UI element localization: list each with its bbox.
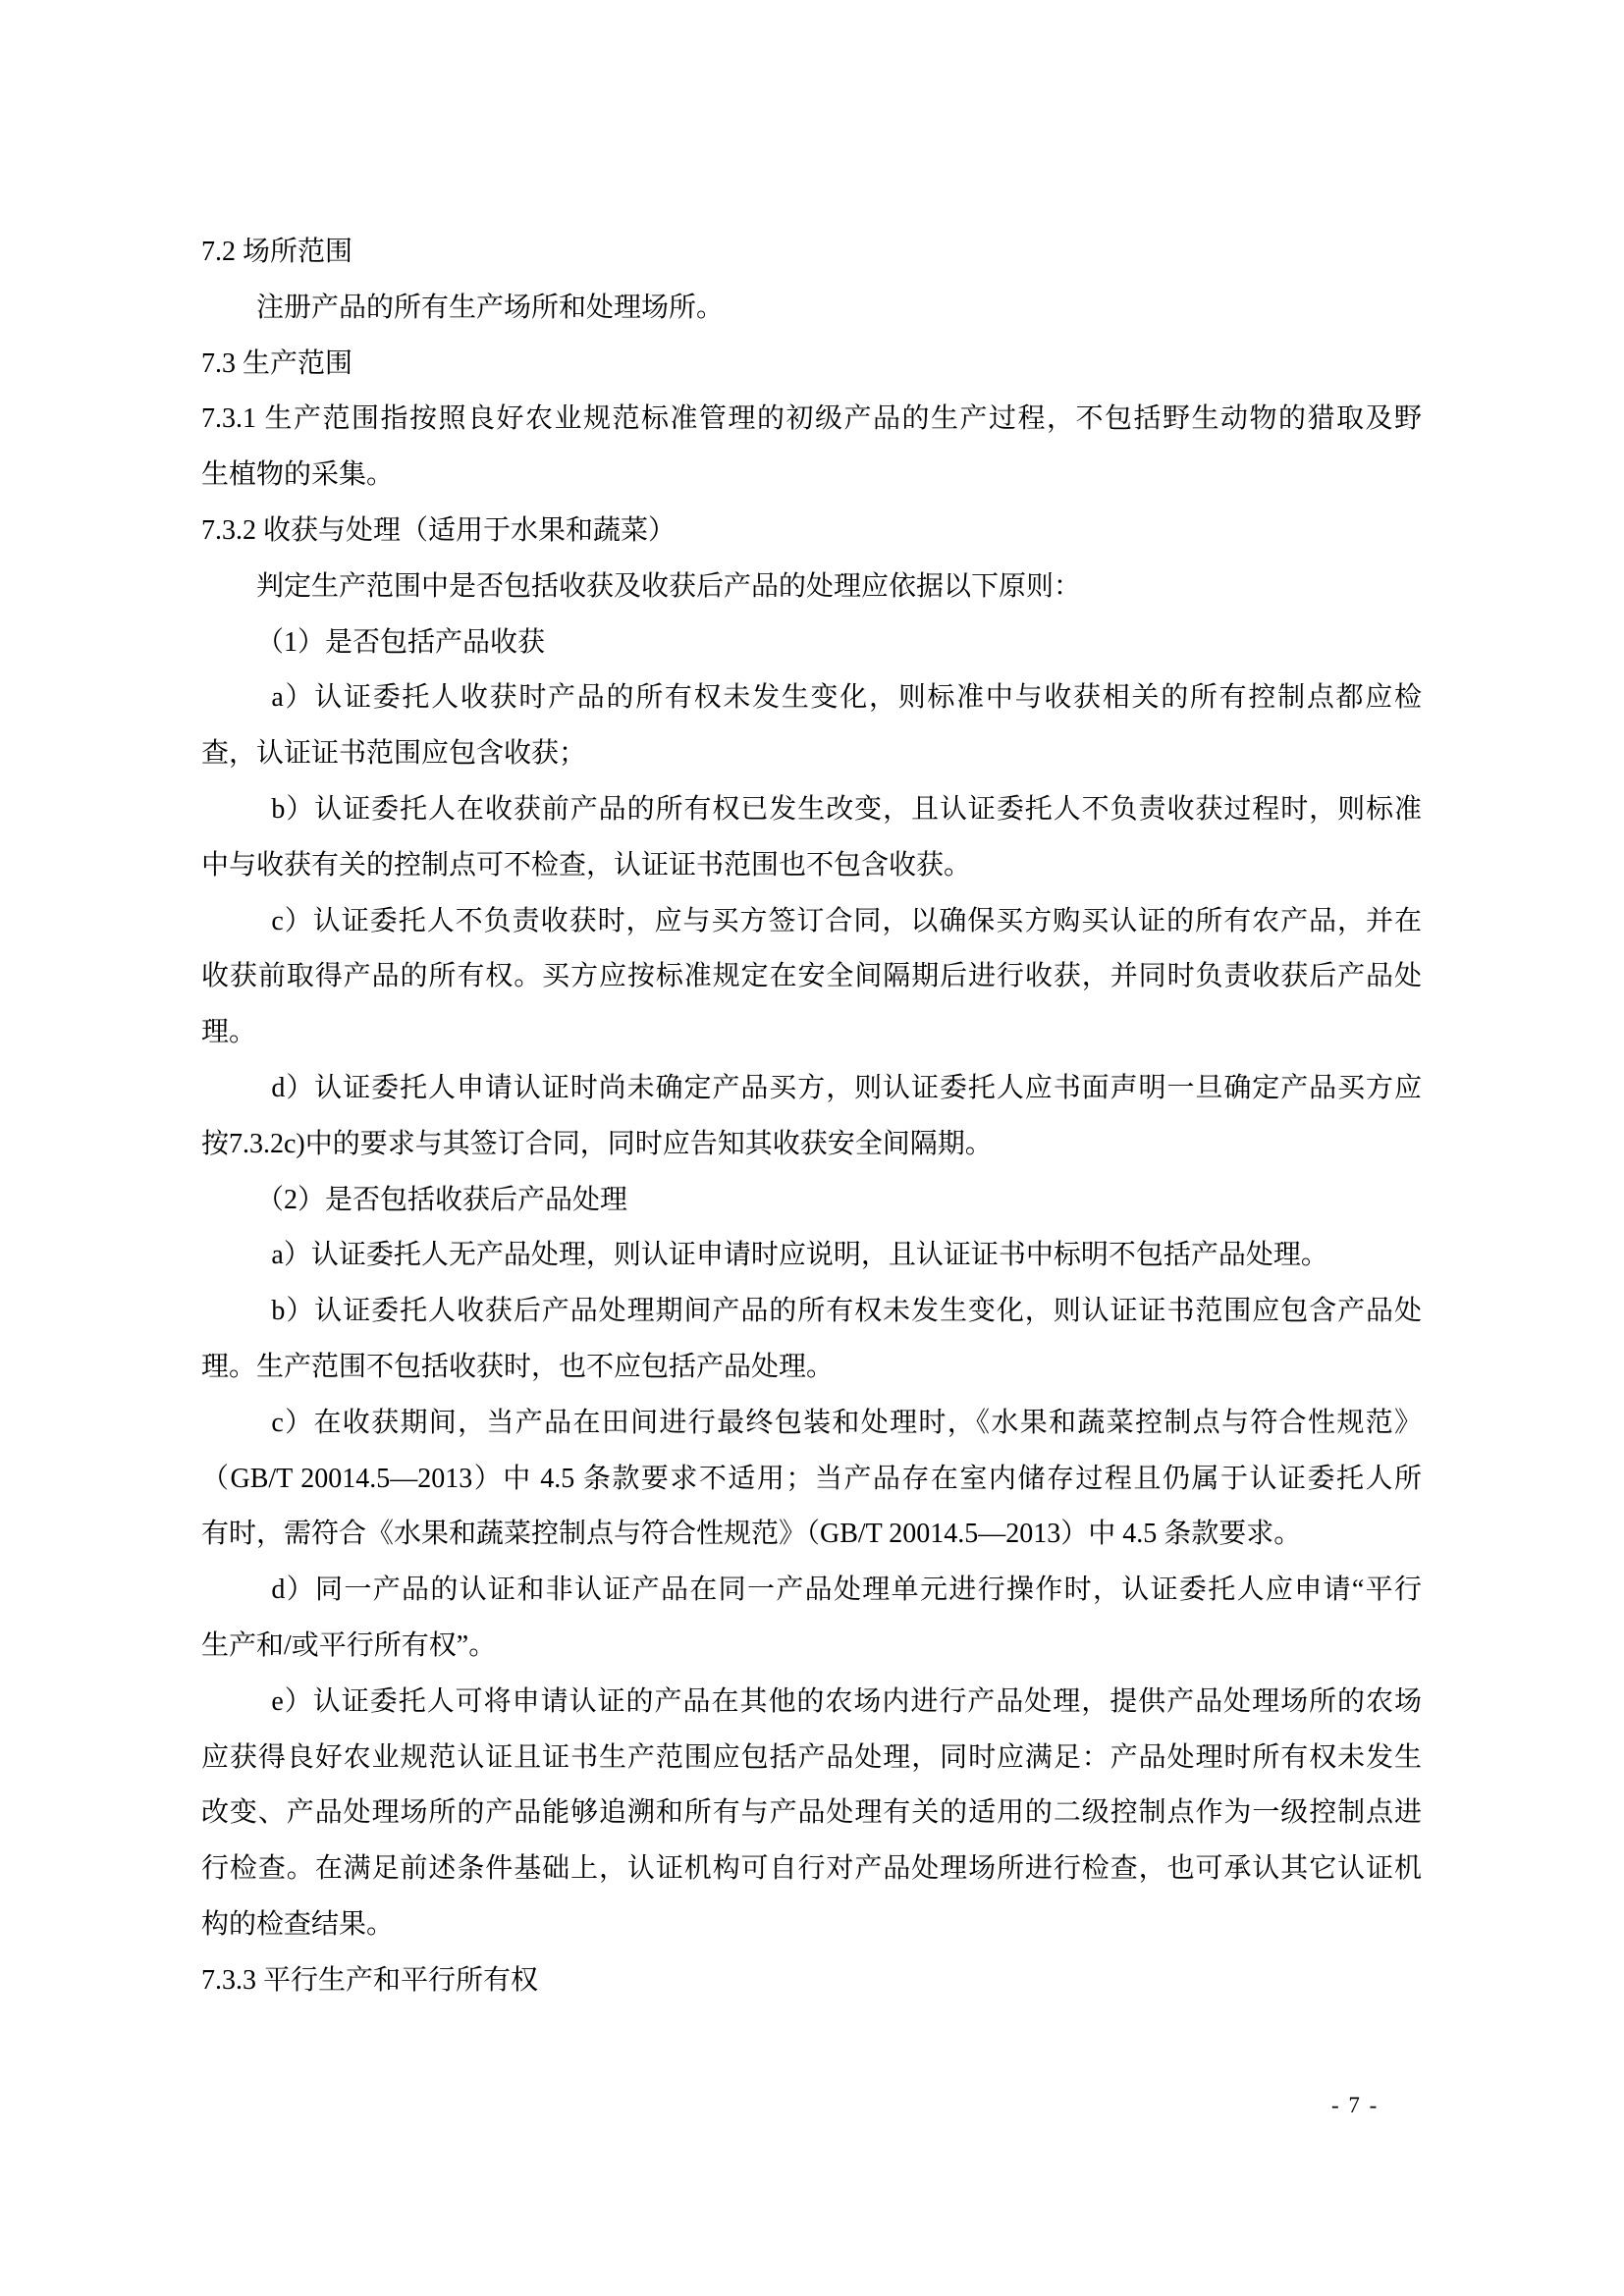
text-line: 改变、产品处理场所的产品能够追溯和所有与产品处理有关的适用的二级控制点作为一级控制点进: [201, 1797, 1422, 1829]
text-line: （GB/T 20014.5—2013）中 4.5 条款要求不适用；当产品存在室内储存过程且仍属于认证委托人所: [201, 1463, 1422, 1494]
text-line: 生植物的采集。: [201, 459, 395, 491]
text-line: 应获得良好农业规范认证且证书生产范围应包括产品处理，同时应满足：产品处理时所有权未发生: [201, 1741, 1422, 1773]
text-line: c）在收获期间，当产品在田间进行最终包装和处理时，《水果和蔬菜控制点与符合性规范》: [271, 1407, 1422, 1438]
text-line: （1）是否包括产品收获: [256, 626, 546, 658]
text-line: b）认证委托人收获后产品处理期间产品的所有权未发生变化，则认证证书范围应包含产品处: [271, 1296, 1422, 1327]
text-line: a）认证委托人无产品处理，则认证申请时应说明，且认证证书中标明不包括产品处理。: [271, 1240, 1328, 1271]
text-line: 7.3.1 生产范围指按照良好农业规范标准管理的初级产品的生产过程，不包括野生动物的猎取及野: [201, 403, 1422, 435]
text-line: 注册产品的所有生产场所和处理场所。: [256, 292, 725, 323]
text-line: 理。: [201, 1017, 257, 1048]
text-line: 7.3 生产范围: [201, 347, 353, 379]
text-line: 构的检查结果。: [201, 1908, 395, 1940]
text-line: 理。生产范围不包括收获时，也不应包括产品处理。: [201, 1351, 835, 1382]
text-line: b）认证委托人在收获前产品的所有权已发生改变，且认证委托人不负责收获过程时，则标准: [271, 793, 1422, 825]
document-body: [201, 225, 1422, 2009]
text-line: 中与收获有关的控制点可不检查，认证证书范围也不包含收获。: [201, 849, 972, 881]
text-line: 行检查。在满足前述条件基础上，认证机构可自行对产品处理场所进行检查，也可承认其它认证机: [201, 1853, 1422, 1885]
text-line: 收获前取得产品的所有权。买方应按标准规定在安全间隔期后进行收获，并同时负责收获后产品处: [201, 961, 1422, 992]
text-line: 生产和/或平行所有权”。: [201, 1629, 497, 1661]
text-line: d）认证委托人申请认证时尚未确定产品买方，则认证委托人应书面声明一旦确定产品买方应: [271, 1072, 1422, 1103]
text-line: 有时，需符合《水果和蔬菜控制点与符合性规范》（GB/T 20014.5—2013）中 4.5 条款要求。: [201, 1519, 1302, 1550]
text-line: c）认证委托人不负责收获时，应与买方签订合同，以确保买方购买认证的所有农产品，并在: [271, 905, 1422, 936]
text-line: d）同一产品的认证和非认证产品在同一产品处理单元进行操作时，认证委托人应申请“平行: [271, 1575, 1422, 1606]
text-line: 判定生产范围中是否包括收获及收获后产品的处理应依据以下原则：: [256, 570, 1082, 602]
text-line: 按7.3.2c)中的要求与其签订合同，同时应告知其收获安全间隔期。: [201, 1128, 993, 1159]
text-line: 查，认证证书范围应包含收获；: [201, 738, 587, 770]
text-line: 7.2 场所范围: [201, 237, 353, 267]
text-line: （2）是否包括收获后产品处理: [256, 1184, 628, 1215]
text-line: 7.3.2 收获与处理（适用于水果和蔬菜）: [201, 514, 677, 546]
text-line: a）认证委托人收获时产品的所有权未发生变化，则标准中与收获相关的所有控制点都应检: [271, 682, 1422, 714]
text-line: 7.3.3 平行生产和平行所有权: [201, 1964, 539, 1996]
page-number: - 7 -: [1331, 2093, 1380, 2117]
text-line: e）认证委托人可将申请认证的产品在其他的农场内进行产品处理，提供产品处理场所的农场: [271, 1685, 1422, 1717]
